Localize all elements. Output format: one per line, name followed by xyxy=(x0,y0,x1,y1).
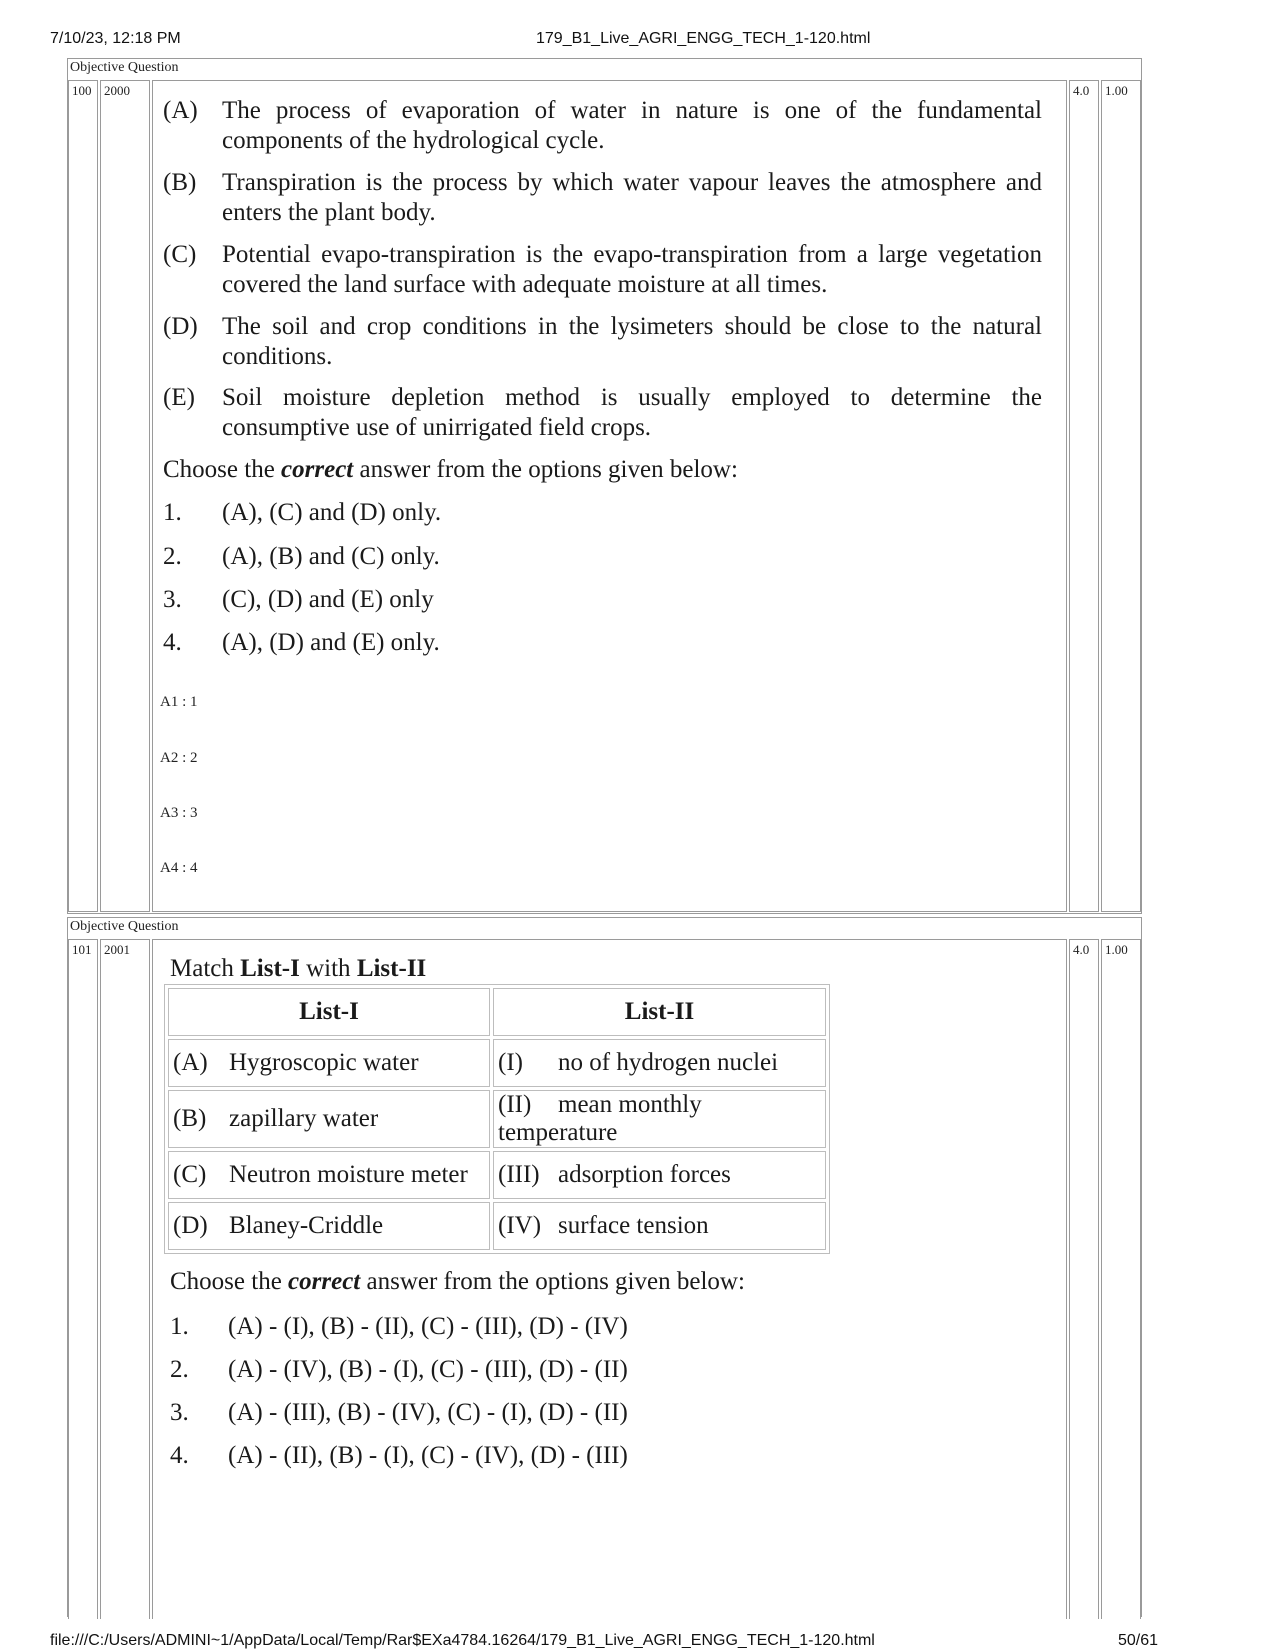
table-row xyxy=(168,1090,826,1148)
statement-text: Soil moisture depletion method is usually employed to determine the consumptive use of unirrigated field crops. xyxy=(222,384,1042,441)
option-number: 2. xyxy=(170,1356,189,1383)
print-file-path: file:///C:/Users/ADMINI~1/AppData/Local/Temp/Rar$EXa4784.16264/179_B1_Live_AGRI_ENGG_TECH_1-120.html xyxy=(50,1632,875,1649)
option-text: (A) - (IV), (B) - (I), (C) - (III), (D) - (II) xyxy=(228,1356,628,1383)
serial-number-cell: 100 xyxy=(68,80,98,912)
list-i-cell: (D) Blaney-Criddle xyxy=(168,1202,490,1250)
option-text: (A), (D) and (E) only. xyxy=(222,629,440,656)
option-number: 4. xyxy=(170,1442,189,1469)
table-row xyxy=(168,1202,826,1250)
print-doc-title: 179_B1_Live_AGRI_ENGG_TECH_1-120.html xyxy=(536,30,871,47)
option-text: (A) - (III), (B) - (IV), (C) - (I), (D) - (II) xyxy=(228,1399,628,1426)
list-ii-cell: (III) adsorption forces xyxy=(493,1151,826,1199)
statement-tag: (C) xyxy=(163,241,197,268)
column-header: List-I xyxy=(168,988,490,1036)
statement-tag: (A) xyxy=(163,97,198,124)
statement-text: Transpiration is the process by which water vapour leaves the atmosphere and enters the plant body. xyxy=(222,169,1042,226)
negative-marks-cell: 1.00 xyxy=(1101,939,1141,1619)
statement-text: The process of evaporation of water in nature is one of the fundamental components of the hydrological cycle. xyxy=(222,97,1042,154)
answer-key: A1 : 1 xyxy=(160,694,198,710)
option-number: 4. xyxy=(163,629,182,656)
answer-key: A2 : 2 xyxy=(160,750,198,766)
question-type-label: Objective Question xyxy=(70,60,179,75)
option-number: 3. xyxy=(163,586,182,613)
answer-key: A4 : 4 xyxy=(160,860,198,876)
option-text: (A) - (I), (B) - (II), (C) - (III), (D) - (IV) xyxy=(228,1313,628,1340)
negative-marks-cell: 1.00 xyxy=(1101,80,1141,912)
marks-cell: 4.0 xyxy=(1069,80,1099,912)
question-id-cell: 2000 xyxy=(100,80,150,912)
serial-number-cell: 101 xyxy=(68,939,98,1619)
option-number: 3. xyxy=(170,1399,189,1426)
option-number: 2. xyxy=(163,543,182,570)
marks-cell: 4.0 xyxy=(1069,939,1099,1619)
option-text: (A), (C) and (D) only. xyxy=(222,499,442,526)
statement-tag: (D) xyxy=(163,313,198,340)
match-table xyxy=(164,984,830,1254)
option-text: (A), (B) and (C) only. xyxy=(222,543,440,570)
table-row xyxy=(168,1151,826,1199)
option-text: (C), (D) and (E) only xyxy=(222,586,434,613)
list-ii-cell: (I) no of hydrogen nuclei xyxy=(493,1039,826,1087)
statement-tag: (B) xyxy=(163,169,197,196)
print-datetime: 7/10/23, 12:18 PM xyxy=(50,30,181,47)
table-header-row xyxy=(168,988,826,1036)
statement-text: Potential evapo-transpiration is the evapo-transpiration from a large vegetation covered the land surface with adequate moisture at all times. xyxy=(222,241,1042,298)
question-id-cell: 2001 xyxy=(100,939,150,1619)
list-ii-cell: (II) mean monthly temperature xyxy=(493,1090,826,1148)
option-text: (A) - (II), (B) - (I), (C) - (IV), (D) - (III) xyxy=(228,1442,628,1469)
option-number: 1. xyxy=(163,499,182,526)
match-instruction: Match List-I with List-II xyxy=(170,955,427,982)
answer-key: A3 : 3 xyxy=(160,805,198,821)
list-i-cell: (B) zapillary water xyxy=(168,1090,490,1148)
table-row xyxy=(168,1039,826,1087)
list-i-cell: (C) Neutron moisture meter xyxy=(168,1151,490,1199)
choose-instruction: Choose the correct answer from the options given below: xyxy=(170,1268,745,1295)
print-page-number: 50/61 xyxy=(1118,1632,1159,1649)
question-type-label: Objective Question xyxy=(70,919,179,934)
choose-instruction: Choose the correct answer from the options given below: xyxy=(163,456,738,483)
list-ii-cell: (IV) surface tension xyxy=(493,1202,826,1250)
statement-text: The soil and crop conditions in the lysimeters should be close to the natural conditions. xyxy=(222,313,1042,370)
statement-tag: (E) xyxy=(163,384,195,411)
column-header: List-II xyxy=(493,988,826,1036)
list-i-cell: (A) Hygroscopic water xyxy=(168,1039,490,1087)
option-number: 1. xyxy=(170,1313,189,1340)
